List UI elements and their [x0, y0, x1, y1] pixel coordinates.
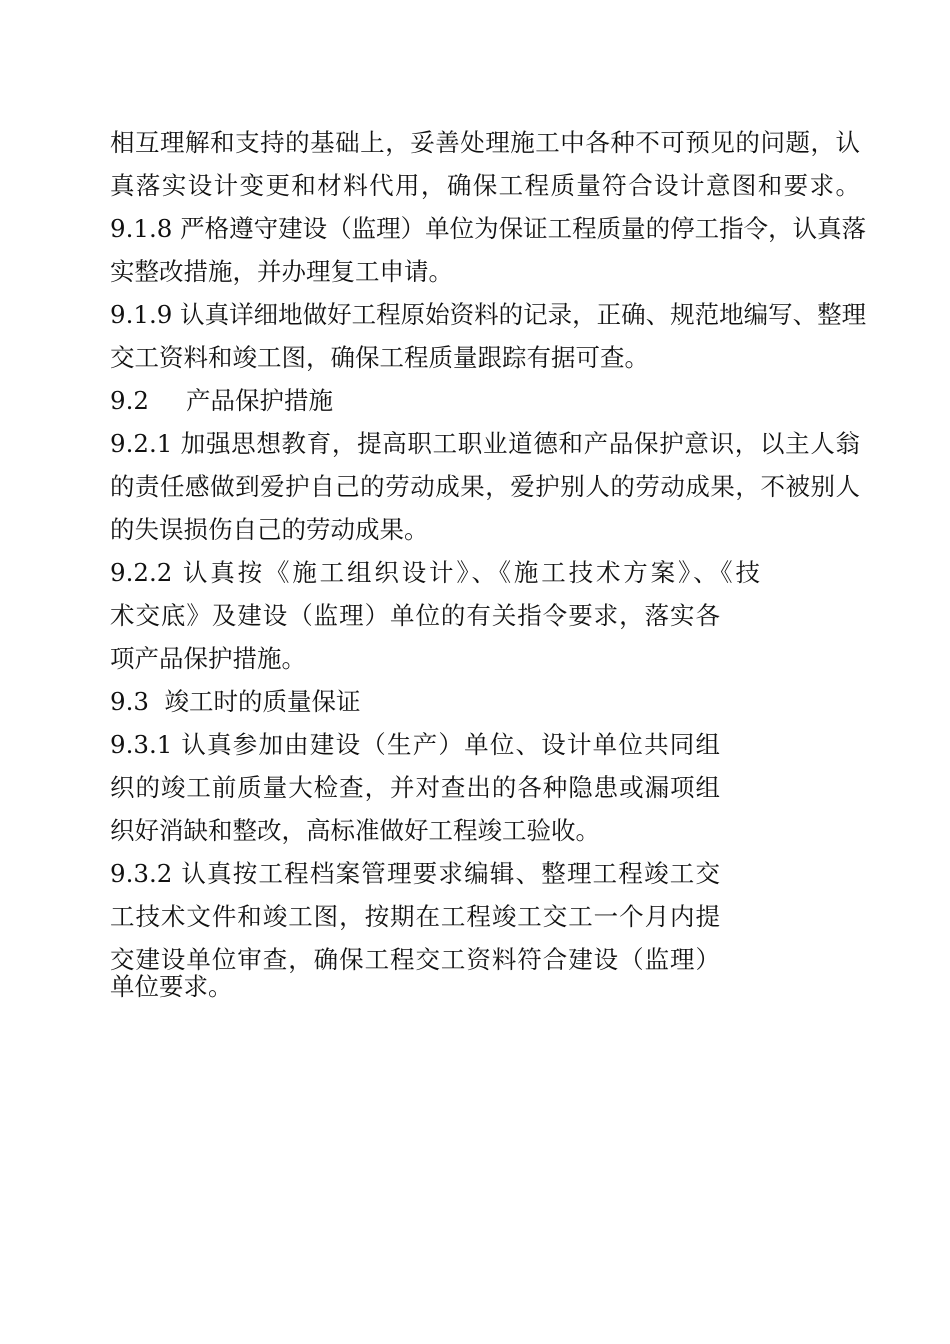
clause-9-1-8: 9.1.8 严格遵守建设（监理）单位为保证工程质量的停工指令，认真落 — [110, 214, 867, 243]
section-number-9-2: 9.2 — [110, 386, 149, 415]
section-heading-9-3: 9.3 竣工时的质量保证 — [110, 687, 361, 716]
text-line-9: 的责任感做到爱护自己的劳动成果，爱护别人的劳动成果，不被别人 — [110, 472, 860, 501]
clause-9-3-1: 9.3.1 认真参加由建设（生产）单位、设计单位共同组 — [110, 730, 720, 759]
clause-9-2-1: 9.2.1 加强思想教育，提高职工职业道德和产品保护意识，以主人翁 — [110, 429, 860, 458]
text-line-12: 术交底》及建设（监理）单位的有关指令要求，落实各 — [110, 601, 720, 630]
text-line-19: 工技术文件和竣工图，按期在工程竣工交工一个月内提 — [110, 902, 720, 931]
text-line-20: 交建设单位审查，确保工程交工资料符合建设（监理） — [110, 945, 720, 974]
clause-9-3-2: 9.3.2 认真按工程档案管理要求编辑、整理工程竣工交 — [110, 859, 720, 888]
text-line-21: 单位要求。 — [110, 972, 233, 1001]
text-line-6: 交工资料和竣工图，确保工程质量跟踪有据可查。 — [110, 343, 649, 372]
text-line-10: 的失误损伤自己的劳动成果。 — [110, 515, 429, 544]
text-line-4: 实整改措施，并办理复工申请。 — [110, 257, 453, 286]
text-line-1: 相互理解和支持的基础上，妥善处理施工中各种不可预见的问题，认 — [110, 128, 860, 157]
text-line-16: 织的竣工前质量大检查，并对查出的各种隐患或漏项组 — [110, 773, 720, 802]
text-line-13: 项产品保护措施。 — [110, 644, 306, 673]
clause-9-1-9: 9.1.9 认真详细地做好工程原始资料的记录，正确、规范地编写、整理 — [110, 300, 867, 329]
clause-9-2-2: 9.2.2 认真按《施工组织设计》、《施工技术方案》、《技 — [110, 558, 760, 587]
text-line-2: 真落实设计变更和材料代用，确保工程质量符合设计意图和要求。 — [110, 171, 860, 200]
text-line-17: 织好消缺和整改，高标准做好工程竣工验收。 — [110, 816, 600, 845]
section-heading-9-2 — [110, 386, 333, 416]
section-title-9-2: 产品保护措施 — [186, 386, 333, 415]
